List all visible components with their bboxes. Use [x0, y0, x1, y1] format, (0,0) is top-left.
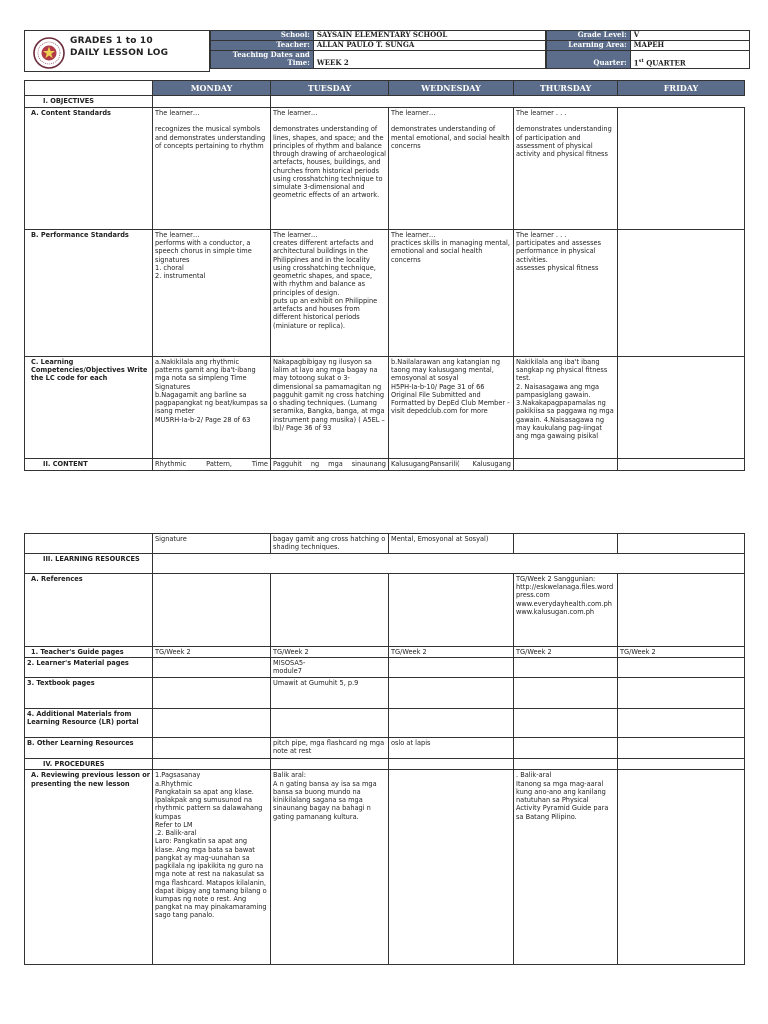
dates-label-line-1: Teaching Dates and [232, 50, 310, 59]
competencies-thu: Nakikilala ang iba't ibang sangkap ng physical fitness test. 2. Naisasagawa ang mga pampasiglang gawain. 3.Nakakapagpapamalas ng pakikiisa sa paggawa ng mga gawain. 4.Naisasagawa ng may kaukulang pag-iingat ang mga gawaing pisikal [514, 357, 618, 459]
day-friday: FRIDAY [618, 81, 745, 96]
content-continued-thu [514, 534, 618, 554]
learning-resources-fill [153, 554, 745, 574]
title-line-1: GRADES 1 to 10 [70, 36, 153, 46]
performance-standards-label: B. Performance Standards [25, 230, 153, 357]
procedures-tue [271, 759, 389, 770]
tg-pages-tue: TG/Week 2 [271, 647, 389, 658]
other-resources-label: B. Other Learning Resources [25, 738, 153, 759]
learning-resources-row [25, 554, 745, 574]
references-wed [389, 574, 514, 647]
reviewing-fri [618, 770, 745, 965]
procedures-thu [514, 759, 618, 770]
lm-pages-row [25, 658, 745, 678]
deped-seal-icon [33, 37, 65, 69]
content-continued-tue: bagay gamit ang cross hatching o shading techniques. [271, 534, 389, 554]
lm-pages-tue: MISOSA5- module7 [271, 658, 389, 678]
performance-standards-thu: The learner . . . participates and assesses performance in physical activities. assesses physical fitness [514, 230, 618, 357]
performance-standards-fri [618, 230, 745, 357]
additional-materials-row [25, 709, 745, 738]
lm-pages-mon [153, 658, 271, 678]
teacher-value: ALLAN PAULO T. SUNGA [313, 41, 545, 51]
day-monday: MONDAY [153, 81, 271, 96]
procedures-fri [618, 759, 745, 770]
content-continued-mon: Signature [153, 534, 271, 554]
other-resources-tue: pitch pipe, mga flashcard ng mga note at rest [271, 738, 389, 759]
competencies-fri [618, 357, 745, 459]
objectives-blank [153, 96, 271, 108]
lm-pages-fri [618, 658, 745, 678]
content-standards-mon: The learner… recognizes the musical symbols and demonstrates understanding of concepts pertaining to rhythm [153, 108, 271, 230]
content-continued-fri [618, 534, 745, 554]
header-class-table [546, 30, 750, 69]
tg-pages-mon: TG/Week 2 [153, 647, 271, 658]
textbook-pages-mon [153, 678, 271, 709]
content-thu [514, 459, 618, 471]
learning-resources-label: III. LEARNING RESOURCES [25, 554, 153, 574]
references-mon [153, 574, 271, 647]
header-logo-box [24, 30, 210, 72]
content-standards-thu: The learner . . . demonstrates understanding of participation and assessment of physical activity and physical fitness [514, 108, 618, 230]
other-resources-fri [618, 738, 745, 759]
content-standards-row [25, 108, 745, 230]
reviewing-thu: . Balik-aral Itanong sa mga mag-aaral kung ano-ano ang kanilang natutuhan sa Physical Activity Pyramid Guide para sa Batang Pilipino. [514, 770, 618, 965]
day-tuesday: TUESDAY [271, 81, 389, 96]
textbook-pages-wed [389, 678, 514, 709]
area-label: Learning Area: [547, 41, 631, 51]
dates-label [211, 51, 314, 69]
quarter-suffix: st [638, 57, 644, 64]
performance-standards-mon: The learner… performs with a conductor, a speech chorus in simple time signatures 1. choral 2. instrumental [153, 230, 271, 357]
references-thu: TG/Week 2 Sanggunian: http://eskwelanaga.files.wordpress.com www.everydayhealth.com.ph www.kalusugan.com.ph [514, 574, 618, 647]
content-fri [618, 459, 745, 471]
dates-value: WEEK 2 [313, 51, 545, 69]
procedures-label: IV. PROCEDURES [25, 759, 153, 770]
textbook-pages-label: 3. Textbook pages [25, 678, 153, 709]
reviewing-wed [389, 770, 514, 965]
performance-standards-row [25, 230, 745, 357]
content-standards-tue: The learner… demonstrates understanding of lines, shapes, and space; and the principles of rhythm and balance through drawing of archaeological artefacts, houses, buildings, and churches from historical periods using crosshatching technique to simulate 3-dimensional and geometric effects of an artwork. [271, 108, 389, 230]
content-continued-label [25, 534, 153, 554]
content-standards-label: A. Content Standards [25, 108, 153, 230]
competencies-label: C. Learning Competencies/Objectives Write the LC code for each [25, 357, 153, 459]
other-resources-thu [514, 738, 618, 759]
procedures-wed [389, 759, 514, 770]
objectives-row [25, 96, 745, 108]
reviewing-label: A. Reviewing previous lesson or presenting the new lesson [25, 770, 153, 965]
title-line-2: DAILY LESSON LOG [70, 47, 169, 58]
content-continued-row [25, 534, 745, 554]
additional-materials-thu [514, 709, 618, 738]
competencies-wed: b.Nailalarawan ang katangian ng taong may kalusugang mental, emosyonal at sosyal H5PH-Ia-b-10/ Page 31 of 66 Original File Submitted and Formatted by DepEd Club Member - visit depedclub.com for more [389, 357, 514, 459]
competencies-row [25, 357, 745, 459]
content-standards-wed: The learner… demonstrates understanding of mental emotional, and social health concerns [389, 108, 514, 230]
teacher-label: Teacher: [211, 41, 314, 51]
content-mon: Rhythmic Pattern, Time [153, 459, 271, 471]
day-wednesday: WEDNESDAY [389, 81, 514, 96]
content-wed: KalusugangPansarili( Kalusugang [389, 459, 514, 471]
area-value: MAPEH [630, 41, 749, 51]
tg-pages-fri: TG/Week 2 [618, 647, 745, 658]
tg-pages-wed: TG/Week 2 [389, 647, 514, 658]
tg-pages-label: 1. Teacher's Guide pages [25, 647, 153, 658]
reviewing-row [25, 770, 745, 965]
textbook-pages-thu [514, 678, 618, 709]
objectives-fill [271, 96, 745, 108]
lm-pages-thu [514, 658, 618, 678]
lesson-table-page2 [24, 533, 745, 965]
lm-pages-label: 2. Learner's Material pages [25, 658, 153, 678]
additional-materials-fri [618, 709, 745, 738]
day-thursday: THURSDAY [514, 81, 618, 96]
additional-materials-mon [153, 709, 271, 738]
references-label: A. References [25, 574, 153, 647]
additional-materials-label: 4. Additional Materials from Learning Resource (LR) portal [25, 709, 153, 738]
day-header-blank [25, 81, 153, 96]
quarter-text: QUARTER [643, 58, 686, 68]
reviewing-tue: Balik aral: A n gating bansa ay isa sa mga bansa sa buong mundo na kinikilalang sagana sa mga sinaunang bagay na bahagi n gating pamanang kultura. [271, 770, 389, 965]
references-row [25, 574, 745, 647]
content-label: II. CONTENT [25, 459, 153, 471]
performance-standards-wed: The learner… practices skills in managing mental, emotional and social health concerns [389, 230, 514, 357]
other-resources-row [25, 738, 745, 759]
performance-standards-tue: The learner… creates different artefacts and architectural buildings in the Philippines and in the locality using crosshatching technique, geometric shapes, and space, with rhythm and balance as principles of design. puts up an exhibit on Philippine artefacts and houses from different historical periods (miniature or replica). [271, 230, 389, 357]
content-continued-wed: Mental, Emosyonal at Sosyal) [389, 534, 514, 554]
procedures-mon [153, 759, 271, 770]
competencies-tue: Nakapagbibigay ng ilusyon sa lalim at layo ang mga bagay na may totoong sukat o 3-dimensional sa pamamagitan ng pagguhit gamit ng cross hatching o shading techniques. (Lumang seramika, Bangka, banga, at mga instrument pang musika) ( A5EL – Ib)/ Page 36 of 93 [271, 357, 389, 459]
grade-value: V [630, 31, 749, 41]
content-row [25, 459, 745, 471]
tg-pages-row [25, 647, 745, 658]
content-standards-fri [618, 108, 745, 230]
document-title [70, 36, 168, 59]
references-fri [618, 574, 745, 647]
reviewing-mon: 1.Pagsasanay a.Rhythmic Pangkatain sa apat ang klase. Ipalakpak ang sumusunod na rhythmic pattern sa dalawahang kumpas Refer to LM .2. Balik-aral Laro: Pangkatin sa apat ang klase. Ang mga bata sa bawat pangkat ay mag-uunahan sa pagkilala ng ipakikita ng guro na mga note at rest na nakasulat sa mga flashcard. Matapos kilalanin, dapat ibigay ang tamang bilang o kumpas ng note o rest. Ang pangkat na may pinakamaraming sago tang panalo. [153, 770, 271, 965]
other-resources-wed: oslo at lapis [389, 738, 514, 759]
dates-label-line-2: Time: [287, 58, 310, 68]
other-resources-mon [153, 738, 271, 759]
lesson-table-page1 [24, 80, 745, 471]
additional-materials-wed [389, 709, 514, 738]
competencies-mon: a.Nakikilala ang rhythmic patterns gamit ang iba't-ibang mga nota sa simpleng Time Signatures b.Nagagamit ang barline sa pagpapangkat ng beat/kumpas sa isang meter MU5RH-Ia-b-2/ Page 28 of 63 [153, 357, 271, 459]
school-label: School: [211, 31, 314, 41]
textbook-pages-row [25, 678, 745, 709]
textbook-pages-fri [618, 678, 745, 709]
quarter-number: 1 [633, 58, 639, 68]
day-header-row [25, 81, 745, 96]
additional-materials-tue [271, 709, 389, 738]
grade-label: Grade Level: [547, 31, 631, 41]
references-tue [271, 574, 389, 647]
tg-pages-thu: TG/Week 2 [514, 647, 618, 658]
procedures-row [25, 759, 745, 770]
textbook-pages-tue: Umawit at Gumuhit 5, p.9 [271, 678, 389, 709]
header-info-table [210, 30, 546, 69]
quarter-label: Quarter: [547, 51, 631, 69]
objectives-label: I. OBJECTIVES [25, 96, 153, 108]
content-tue: Pagguhit ng mga sinaunang [271, 459, 389, 471]
lm-pages-wed [389, 658, 514, 678]
quarter-value [630, 51, 749, 69]
school-value: SAYSAIN ELEMENTARY SCHOOL [313, 31, 545, 41]
